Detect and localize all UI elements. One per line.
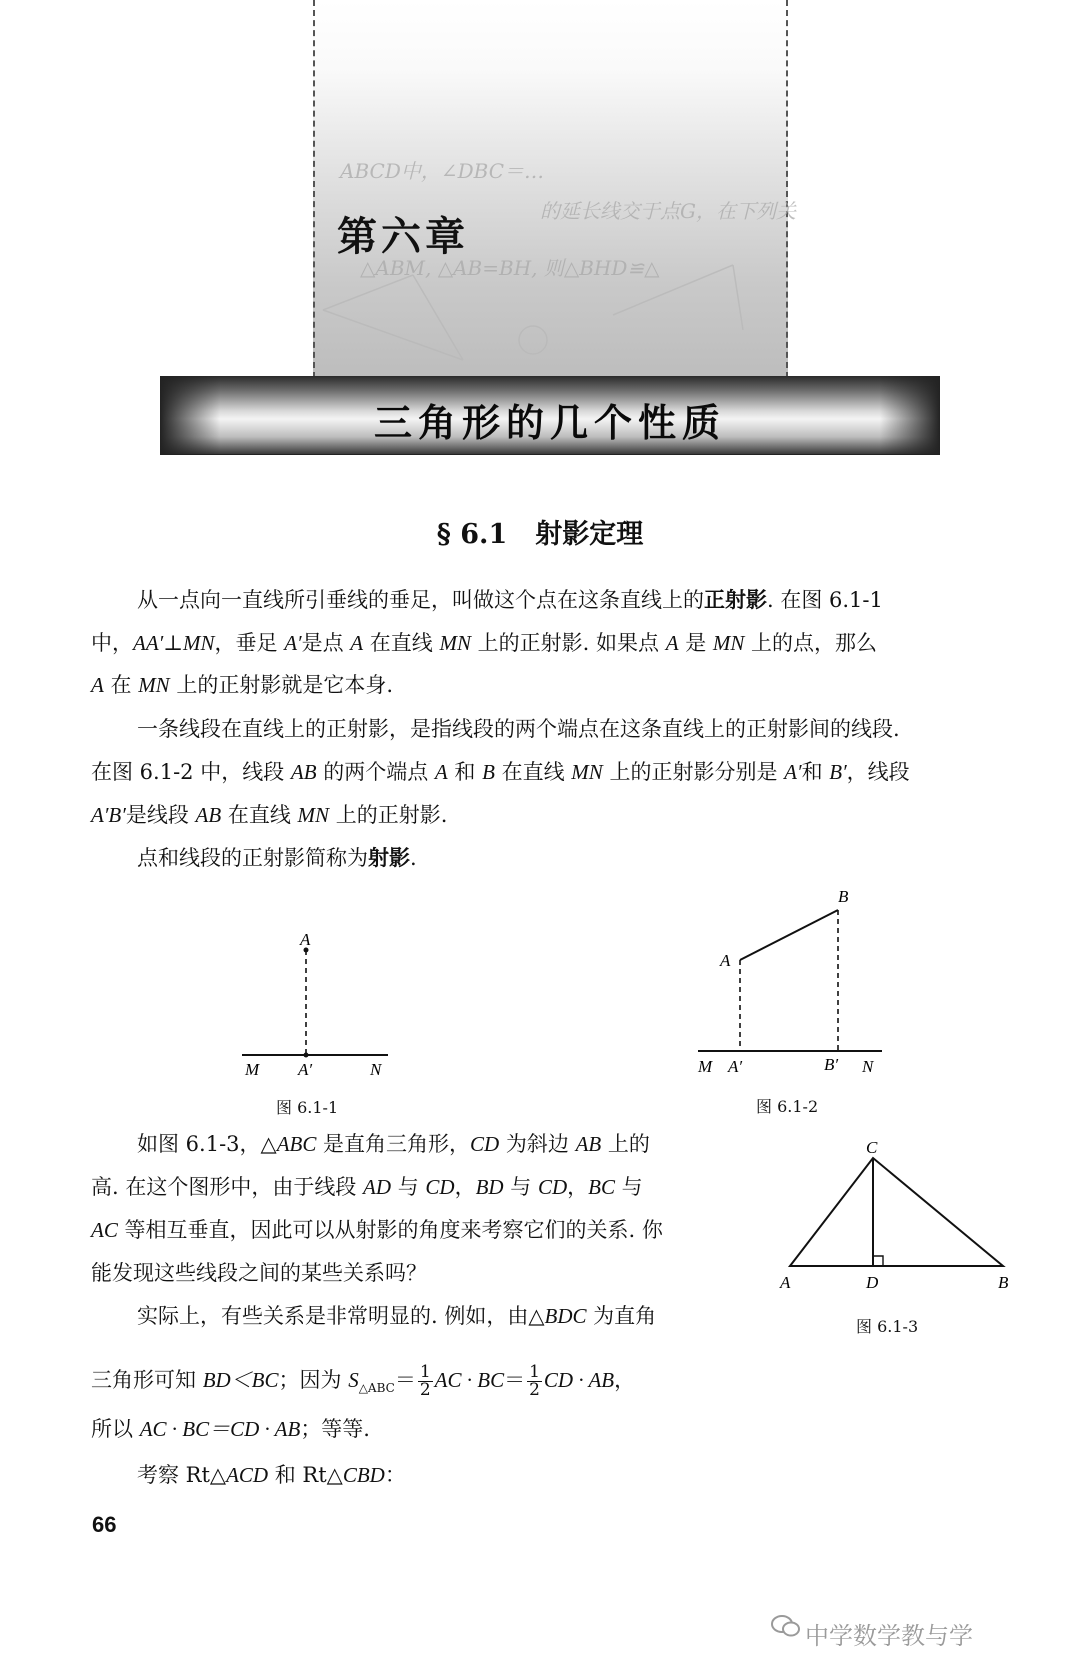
wechat-icon (770, 1612, 802, 1640)
figure-6-1-3 (775, 1140, 1020, 1300)
label-B: B (998, 1273, 1009, 1292)
label-D: D (866, 1273, 879, 1292)
paragraph-4-line-1: 如图 6.1-3，△ABC 是直角三角形，CD 为斜边 AB 上的 (137, 1132, 650, 1156)
watermark-text: 中学数学教与学 (805, 1622, 973, 1650)
section-name: 射影定理 (535, 519, 644, 550)
paragraph-3: 点和线段的正射影简称为射影. (137, 846, 417, 870)
paragraph-2-line-3: A′B′是线段 AB 在直线 MN 上的正射影. (91, 803, 448, 827)
label-A: A (720, 951, 731, 970)
label-A: A (780, 1273, 791, 1292)
figure-6-1-1-caption: 图 6.1-1 (276, 1098, 339, 1117)
label-A: A (300, 930, 311, 949)
page-number: 66 (92, 1512, 117, 1537)
paragraph-4-line-4: 能发现这些线段之间的某些关系吗？ (91, 1261, 427, 1285)
paragraph-5-line-2: 三角形可知 BD＜BC；因为 $S_{\triangle ABC}=$ $\frac{1}{2}$ AC · BC＝ $\frac{1}{2}$ CD · AB， (91, 1362, 636, 1400)
label-M: M (245, 1060, 260, 1079)
fraction-one-half: $\frac{1}{2}$ (529, 1362, 540, 1400)
term-projection: 射影 (368, 846, 410, 870)
label-A1: A′ (728, 1057, 743, 1075)
paragraph-2-line-2: 在图 6.1-2 中，线段 AB 的两个端点 A 和 B 在直线 MN 上的正射影分别是 A′和 B′，线段 (91, 760, 910, 784)
triangle-ABC (790, 1158, 1003, 1266)
chapter-title: 三角形的几个性质 (373, 401, 726, 445)
point-A1 (304, 1053, 309, 1058)
ghost-text: 的延长线交于点G，在下列关 (540, 199, 796, 223)
term-orthogonal-projection: 正射影 (704, 588, 767, 612)
label-B: B (838, 887, 849, 906)
segment-AB (740, 910, 838, 960)
label-N: N (370, 1060, 382, 1079)
paragraph-6: 考察 Rt△ACD 和 Rt△CBD： (137, 1463, 406, 1487)
label-C: C (866, 1140, 878, 1157)
chapter-number: 第六章 (337, 214, 469, 260)
figure-6-1-3-caption: 图 6.1-3 (856, 1317, 919, 1336)
paragraph-5-line-3: 所以 AC · BC＝CD · AB；等等. (91, 1417, 370, 1441)
paragraph-5-line-1: 实际上，有些关系是非常明显的. 例如，由△BDC 为直角 (137, 1304, 657, 1328)
paragraph-1-line-1: 从一点向一直线所引垂线的垂足，叫做这个点在这条直线上的正射影. 在图 6.1-1 (137, 588, 883, 612)
label-M: M (698, 1057, 713, 1075)
ghost-text: ABCD中，∠DBC＝… (340, 159, 545, 183)
paragraph-2-line-1: 一条线段在直线上的正射影，是指线段的两个端点在这条直线上的正射影间的线段. (137, 717, 900, 741)
section-number: § 6.1 (436, 519, 508, 550)
paragraph-4-line-3: AC 等相互垂直，因此可以从射影的角度来考察它们的关系. 你 (91, 1218, 663, 1242)
label-N: N (862, 1057, 874, 1075)
label-B1: B′ (824, 1055, 839, 1074)
section-title (0, 512, 1080, 551)
fraction-one-half: $\frac{1}{2}$ (419, 1362, 431, 1400)
figure-6-1-2 (690, 880, 890, 1075)
figure-6-1-2-caption: 图 6.1-2 (756, 1097, 819, 1116)
ghost-text: △ABM, △AB=BH, 则△BHD≌△ (360, 256, 660, 280)
paragraph-1-line-3: A 在 MN 上的正射影就是它本身. (91, 673, 394, 697)
label-A1: A′ (298, 1060, 313, 1079)
right-angle-mark (873, 1256, 883, 1266)
figure-6-1-1 (230, 925, 400, 1080)
paragraph-1-line-2: 中，AA′⊥MN，垂足 A′是点 A 在直线 MN 上的正射影. 如果点 A 是 MN 上的点，那么 (91, 631, 878, 655)
paragraph-4-line-2: 高. 在这个图形中，由于线段 AD 与 CD，BD 与 CD，BC 与 (91, 1175, 643, 1199)
